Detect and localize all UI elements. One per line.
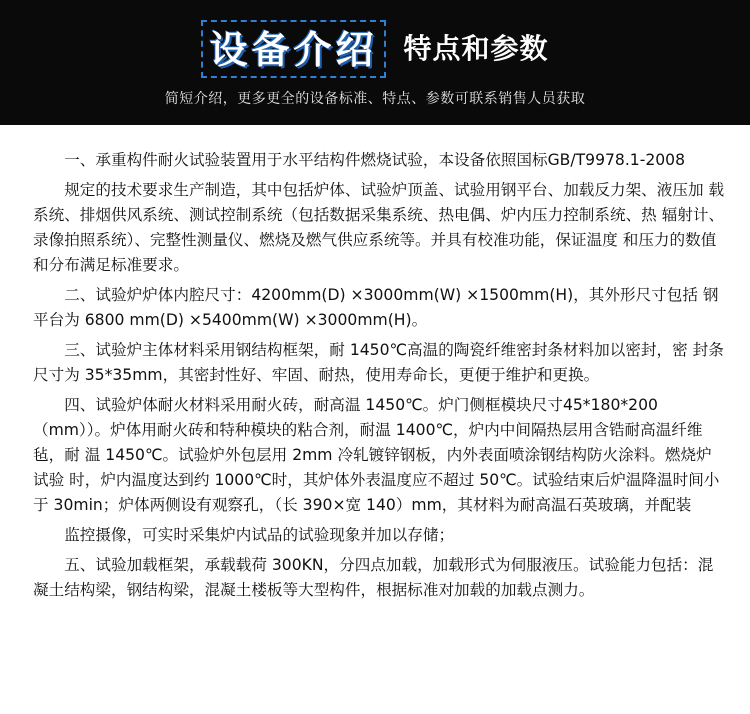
- paragraph-6: 监控摄像，可实时采集炉内试品的试验现象并加以存储；: [64, 526, 455, 544]
- page-subtitle-heading: 特点和参数: [403, 32, 549, 65]
- paragraph-7: 五、试验加载框架，承载载荷 300KN，分四点加载，加载形式为伺服液压。试验能力包括：混凝土结构梁，钢结构梁，混凝土楼板等大型构件，根据标准对加载的加载点测力。: [33, 556, 714, 599]
- page-title: 设备介绍: [209, 27, 378, 72]
- title-box: [201, 20, 385, 78]
- header-banner: [0, 0, 750, 125]
- paragraph-3: 二、试验炉炉体内腔尺寸：4200mm(D) ×3000mm(W) ×1500mm(H)，其外形尺寸包括 钢平台为 6800 mm(D) ×5400mm(W) ×3000mm(H)。: [33, 286, 719, 329]
- paragraph-4: 三、试验炉主体材料采用钢结构框架，耐 1450℃高温的陶瓷纤维密封条材料加以密封，密 封条尺寸为 35*35mm，其密封性好、牢固、耐热，使用寿命长，更便于维护和更换。: [33, 341, 724, 384]
- paragraph-2: 规定的技术要求生产制造，其中包括炉体、试验炉顶盖、试验用钢平台、加载反力架、液压加 载系统、排烟供风系统、测试控制系统（包括数据采集系统、热电偶、炉内压力控制系统、热 辐射计、录像拍照系统）、完整性测量仪、燃烧及燃气供应系统等。并具有校准功能，保证温度 和压力的数值和分布满足标准要求。: [33, 181, 725, 274]
- header-description: 简短介绍，更多更全的设备标准、特点、参数可联系销售人员获取: [164, 91, 586, 107]
- title-row: [0, 20, 750, 78]
- paragraph-5: 四、试验炉体耐火材料采用耐火砖，耐高温 1450℃。炉门侧框模块尺寸45*180*200（mm））。炉体用耐火砖和特种模块的粘合剂，耐温 1400℃，炉内中间隔热层用含锆耐高温纤维毡，耐 温 1450℃。试验炉外包层用 2mm 冷轧镀锌钢板，内外表面喷涂钢结构防火涂料。燃烧炉试验 时，炉内温度达到约 1000℃时，其炉体外表温度应不超过 50℃。试验结束后炉温降温时间小 于 30min；炉体两侧设有观察孔，（长 390×宽 140）mm，其材料为耐高温石英玻璃，并配装: [33, 396, 720, 514]
- spec-content: [33, 148, 725, 608]
- paragraph-1: 一、承重构件耐火试验装置用于水平结构件燃烧试验，本设备依照国标GB/T9978.1-2008: [64, 151, 686, 169]
